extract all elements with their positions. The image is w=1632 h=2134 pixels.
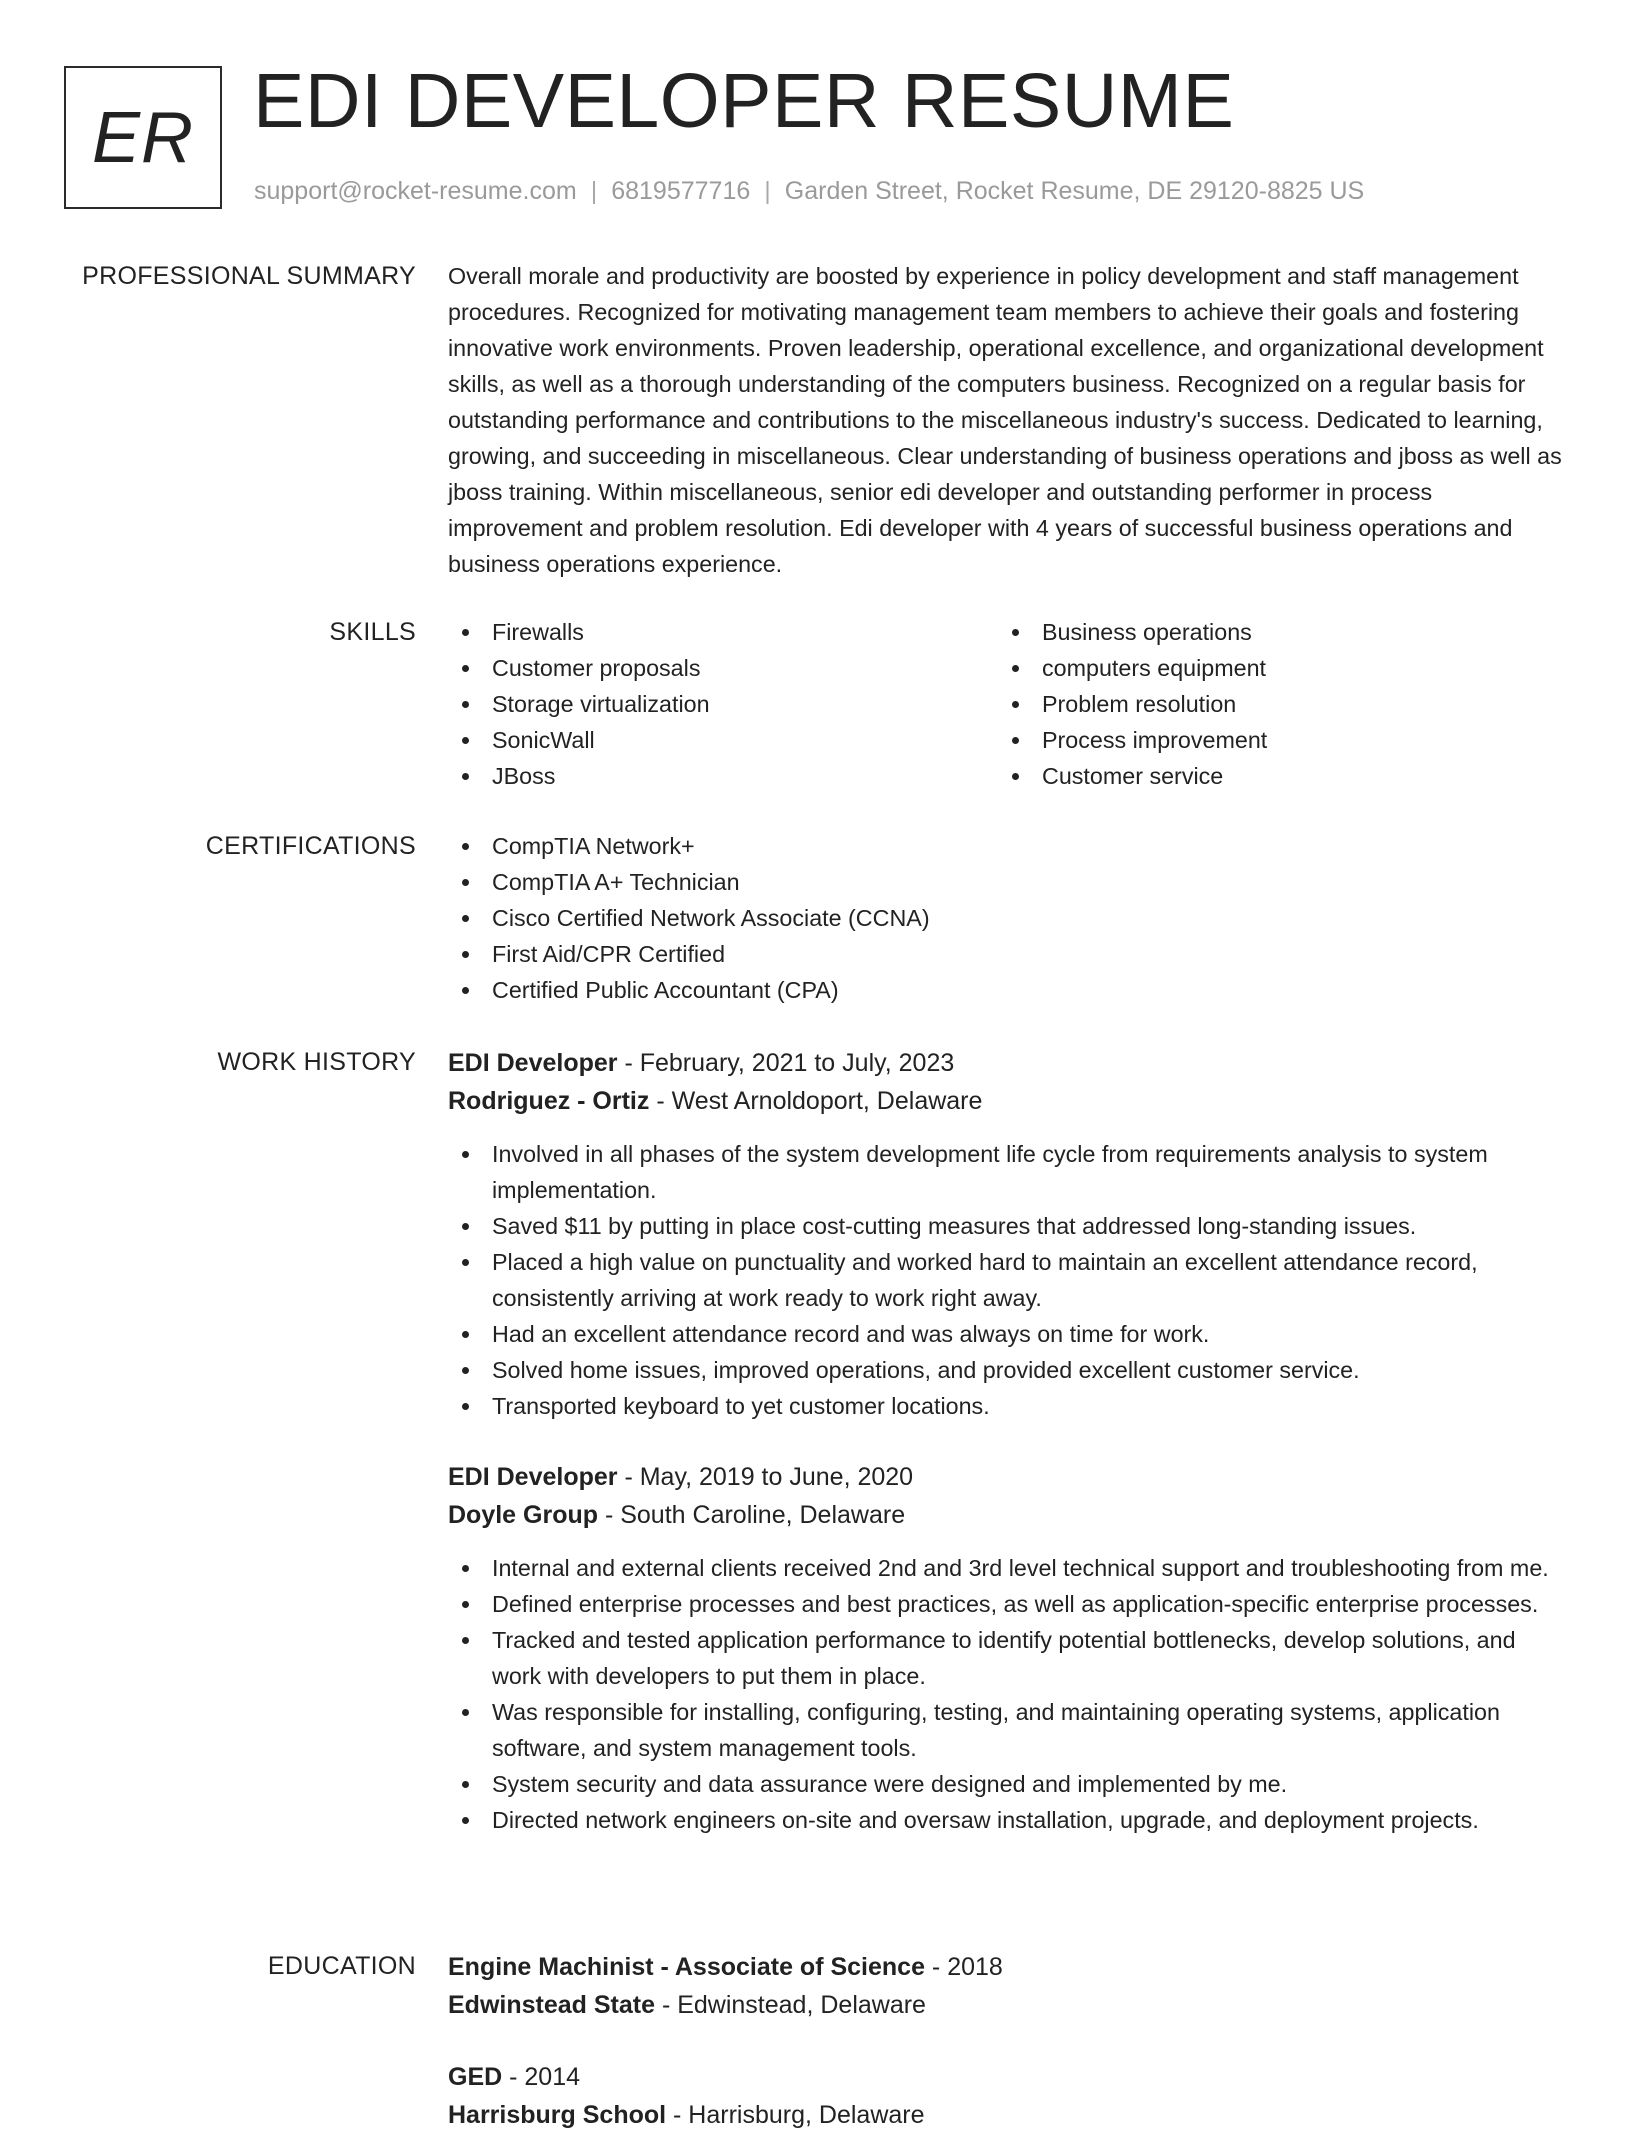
job-bullet: Was responsible for installing, configuring, testing, and maintaining operating systems, application software, and system management tools. — [448, 1694, 1566, 1766]
education-degree-line — [448, 1948, 1566, 1986]
monogram-box — [64, 66, 222, 209]
job-title: EDI Developer — [448, 1463, 618, 1491]
job-dates: - February, 2021 to July, 2023 — [617, 1049, 955, 1077]
job-bullet-list — [448, 1550, 1566, 1838]
job-bullet: Saved $11 by putting in place cost-cutting measures that addressed long-standing issues. — [448, 1208, 1566, 1244]
education-location: - Harrisburg, Delaware — [666, 2101, 925, 2129]
skill-item: computers equipment — [998, 650, 1548, 686]
education-year: - 2014 — [502, 2063, 581, 2091]
job-bullet: Transported keyboard to yet customer locations. — [448, 1388, 1566, 1424]
section-label-summary: PROFESSIONAL SUMMARY — [82, 262, 416, 290]
skills-list-left — [448, 614, 998, 794]
contact-address: Garden Street, Rocket Resume, DE 29120-8825 US — [784, 177, 1365, 205]
job-location: - South Caroline, Delaware — [598, 1501, 906, 1529]
skills-list-right — [998, 614, 1548, 794]
job-entry — [448, 1044, 1566, 1424]
job-company-line — [448, 1496, 1566, 1534]
skill-item: Customer service — [998, 758, 1548, 794]
skill-item: Process improvement — [998, 722, 1548, 758]
contact-separator: | — [590, 177, 598, 205]
job-bullet: Solved home issues, improved operations, and provided excellent customer service. — [448, 1352, 1566, 1388]
section-label-certifications: CERTIFICATIONS — [205, 832, 416, 860]
education-degree: Engine Machinist - Associate of Science — [448, 1953, 925, 1981]
section-label-work-history: WORK HISTORY — [217, 1048, 416, 1076]
education-school-line — [448, 1986, 1566, 2024]
job-company: Rodriguez - Ortiz — [448, 1087, 650, 1115]
skill-item: Storage virtualization — [448, 686, 998, 722]
education-school-line — [448, 2096, 1566, 2134]
job-entry — [448, 1458, 1566, 1838]
job-bullet: Placed a high value on punctuality and worked hard to maintain an excellent attendance record, consistently arriving at work ready to work right away. — [448, 1244, 1566, 1316]
certification-item: CompTIA A+ Technician — [448, 864, 1566, 900]
job-title-line — [448, 1044, 1566, 1082]
contact-phone[interactable]: 6819577716 — [611, 177, 751, 205]
job-bullet: Internal and external clients received 2nd and 3rd level technical support and troubleshooting from me. — [448, 1550, 1566, 1586]
job-bullet: System security and data assurance were designed and implemented by me. — [448, 1766, 1566, 1802]
job-bullet: Directed network engineers on-site and oversaw installation, upgrade, and deployment projects. — [448, 1802, 1566, 1838]
skill-item: Firewalls — [448, 614, 998, 650]
job-bullet: Had an excellent attendance record and was always on time for work. — [448, 1316, 1566, 1352]
skill-item: Problem resolution — [998, 686, 1548, 722]
job-bullet-list — [448, 1136, 1566, 1424]
education-entry — [448, 2058, 1566, 2134]
skill-item: JBoss — [448, 758, 998, 794]
job-location: - West Arnoldoport, Delaware — [649, 1087, 983, 1115]
education-degree-line — [448, 2058, 1566, 2096]
section-label-education: EDUCATION — [267, 1952, 416, 1980]
education-location: - Edwinstead, Delaware — [655, 1991, 926, 2019]
section-label-skills: SKILLS — [329, 618, 416, 646]
skill-item: SonicWall — [448, 722, 998, 758]
certification-item: First Aid/CPR Certified — [448, 936, 1566, 972]
summary-text: Overall morale and productivity are boosted by experience in policy development and staff management procedures. Recognized for motivating management team members to achieve their goals and fostering innovative work environments. Proven leadership, operational excellence, and organizational development skills, as well as a thorough understanding of the computers business. Recognized on a regular basis for outstanding performance and contributions to the miscellaneous industry's success. Dedicated to learning, growing, and succeeding in miscellaneous. Clear understanding of business operations and jboss as well as jboss training. Within miscellaneous, senior edi developer and outstanding performer in process improvement and problem resolution. Edi developer with 4 years of successful business operations and business operations experience. — [448, 263, 1562, 577]
education-school: Edwinstead State — [448, 1991, 655, 2019]
contact-separator: | — [764, 177, 771, 205]
skill-item: Business operations — [998, 614, 1548, 650]
job-dates: - May, 2019 to June, 2020 — [617, 1463, 914, 1491]
contact-line — [254, 176, 1364, 206]
certifications-list — [448, 828, 1566, 1008]
job-bullet: Defined enterprise processes and best practices, as well as application-specific enterprise processes. — [448, 1586, 1566, 1622]
certification-item: Cisco Certified Network Associate (CCNA) — [448, 900, 1566, 936]
contact-email[interactable]: support@rocket-resume.com — [254, 177, 577, 205]
job-company: Doyle Group — [448, 1501, 599, 1529]
certification-item: CompTIA Network+ — [448, 828, 1566, 864]
skill-item: Customer proposals — [448, 650, 998, 686]
job-company-line — [448, 1082, 1566, 1120]
job-bullet: Involved in all phases of the system development life cycle from requirements analysis to system implementation. — [448, 1136, 1566, 1208]
certification-item: Certified Public Accountant (CPA) — [448, 972, 1566, 1008]
education-year: - 2018 — [924, 1953, 1003, 1981]
job-title: EDI Developer — [448, 1049, 618, 1077]
education-school: Harrisburg School — [448, 2101, 667, 2129]
education-degree: GED — [448, 2063, 503, 2091]
job-title-line — [448, 1458, 1566, 1496]
job-bullet: Tracked and tested application performance to identify potential bottlenecks, develop solutions, and work with developers to put them in place. — [448, 1622, 1566, 1694]
education-entry — [448, 1948, 1566, 2024]
resume-title: EDI DEVELOPER RESUME — [253, 58, 1235, 144]
monogram-initials: ER — [91, 97, 195, 178]
